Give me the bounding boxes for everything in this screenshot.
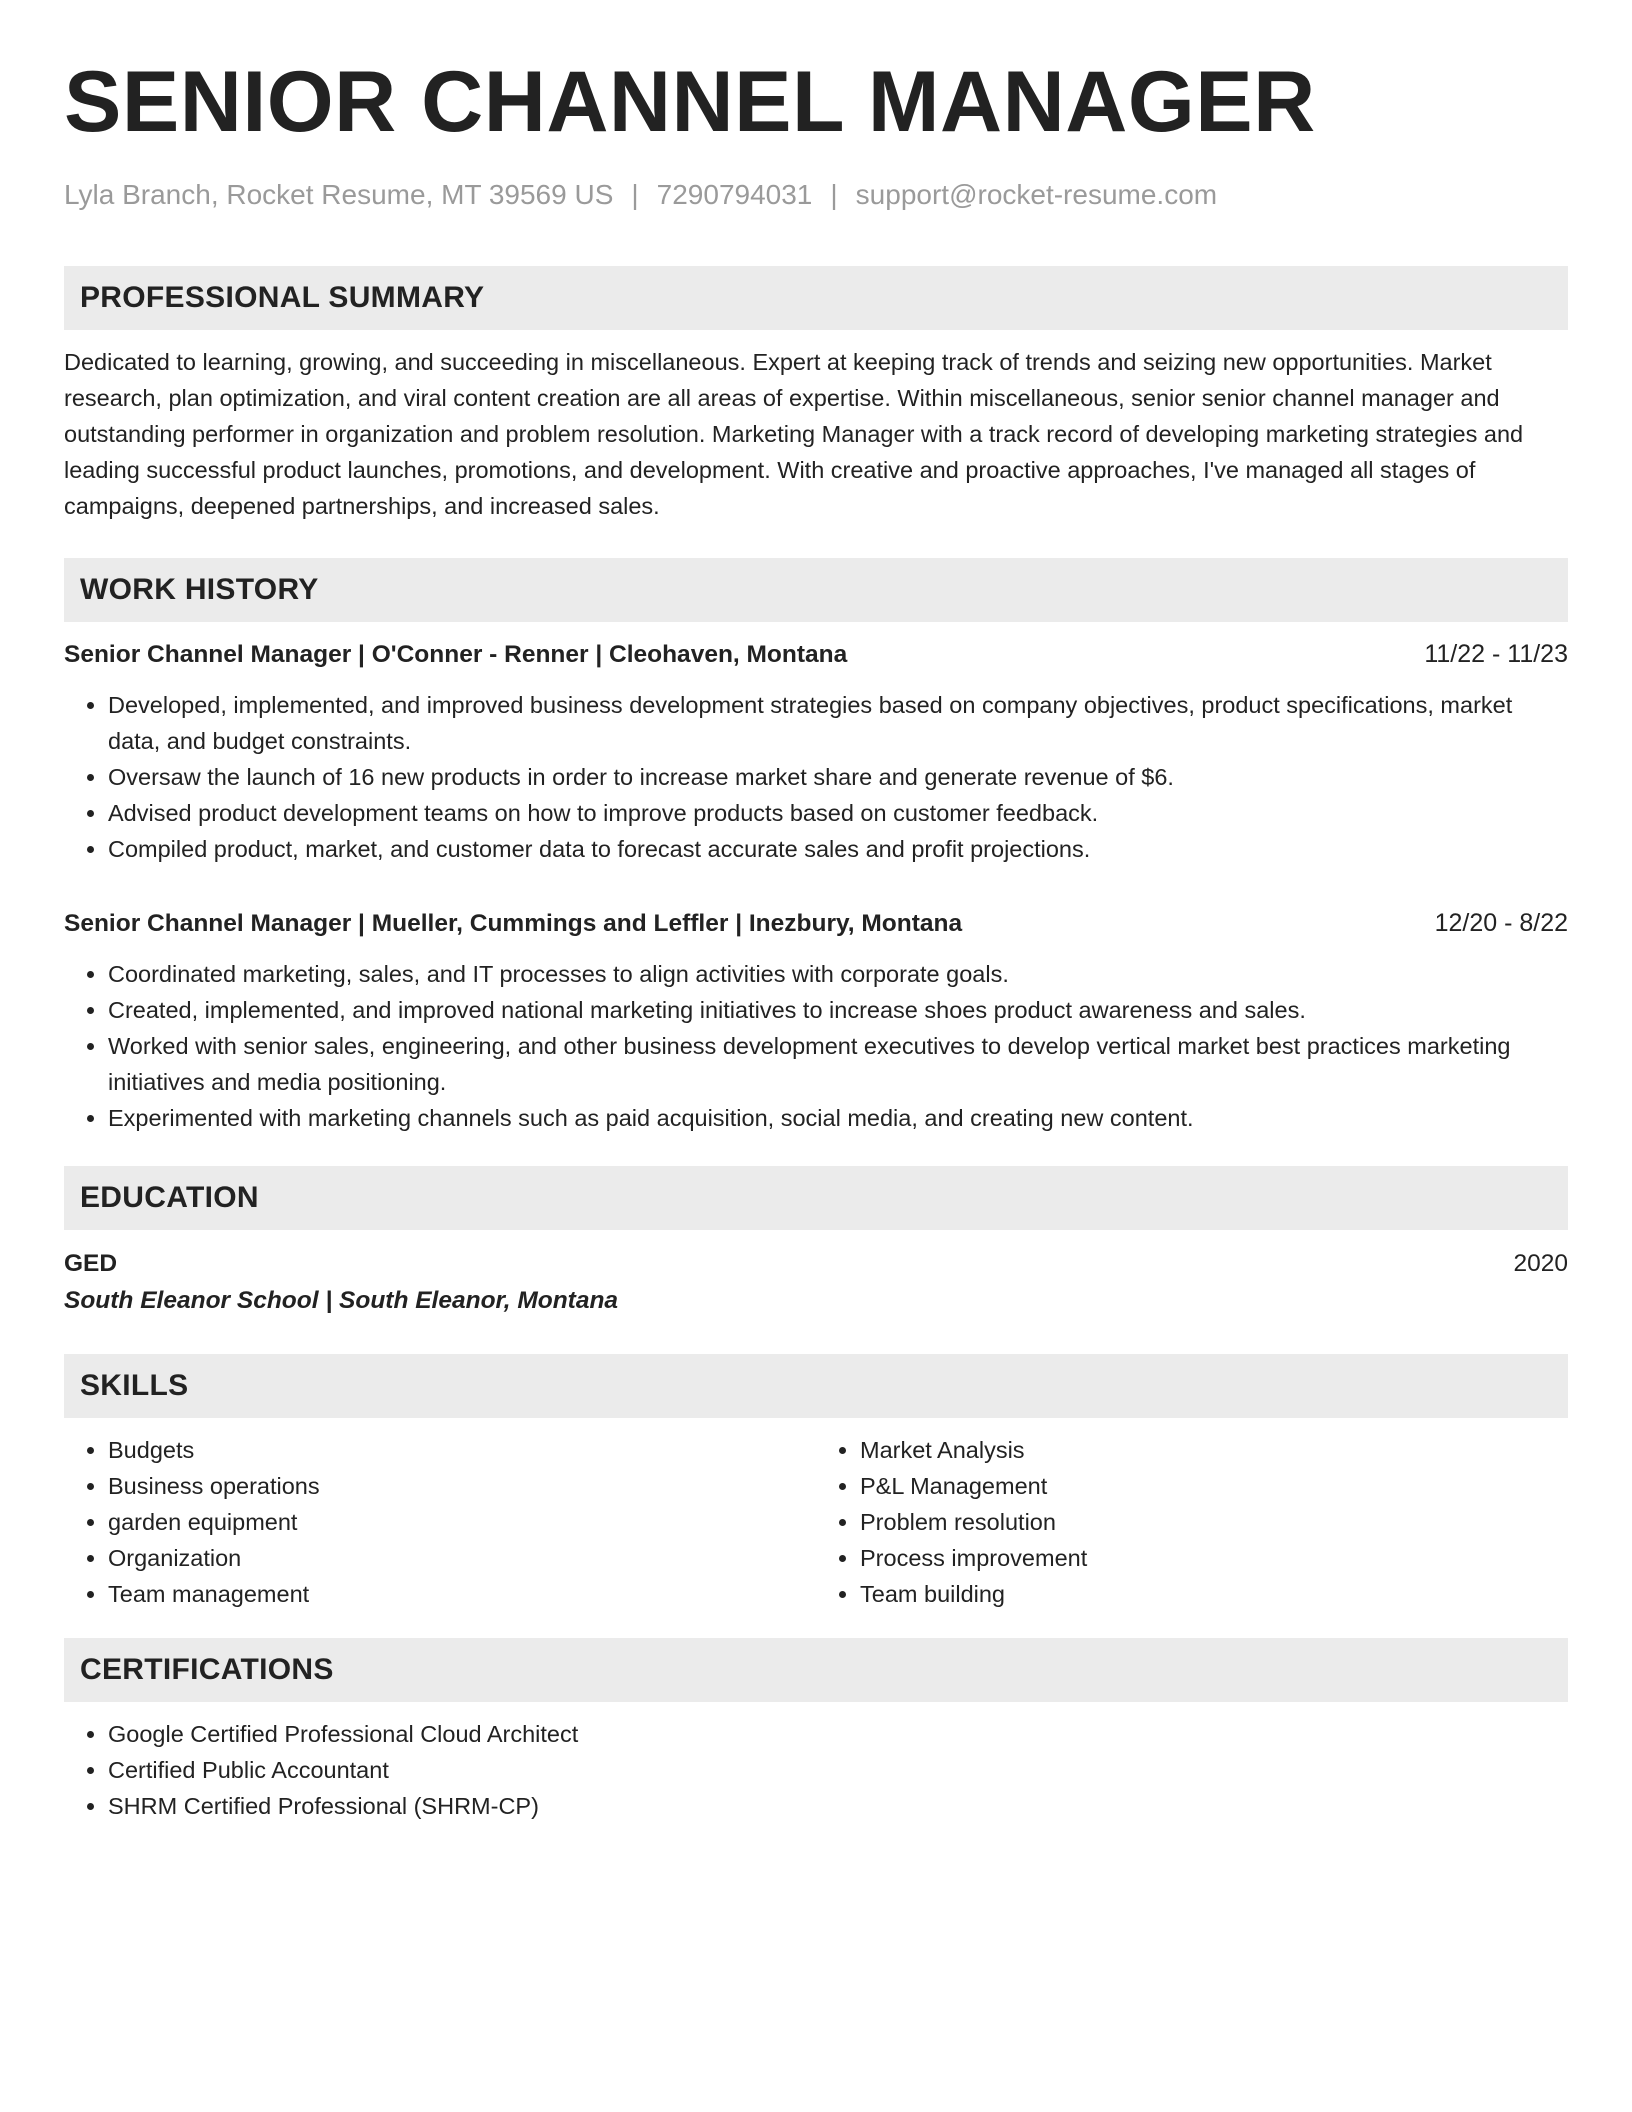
job-header [64, 636, 1568, 673]
skill-item: • Business operations [108, 1468, 816, 1504]
contact-separator: | [830, 179, 838, 210]
job-title: Senior Channel Manager | Mueller, Cummings and Leffler | Inezbury, Montana [64, 910, 963, 937]
job-bullets [64, 687, 1568, 867]
section-heading-certifications: CERTIFICATIONS [64, 1638, 1568, 1702]
skill-item: • Budgets [108, 1432, 816, 1468]
education-row [64, 1246, 1568, 1282]
skill-item: • Team management [108, 1576, 816, 1612]
certifications-list [64, 1716, 1568, 1824]
skill-item: • Problem resolution [860, 1504, 1568, 1540]
skills-grid [64, 1432, 1568, 1612]
skills-column-right [816, 1432, 1568, 1612]
job-bullet: • Developed, implemented, and improved business development strategies based on company objectives, product specifications, market data, and budget constraints. [108, 687, 1568, 759]
job-bullet: • Worked with senior sales, engineering, and other business development executives to develop vertical market best practices marketing initiatives and media positioning. [108, 1028, 1568, 1100]
section-heading-summary: PROFESSIONAL SUMMARY [64, 266, 1568, 330]
certification-item: • Certified Public Accountant [108, 1752, 1568, 1788]
education-degree: GED [64, 1250, 118, 1277]
job-entry [64, 636, 1568, 867]
contact-separator: | [631, 179, 639, 210]
skill-item: • Organization [108, 1540, 816, 1576]
job-dates: 12/20 - 8/22 [1434, 909, 1568, 937]
education-school: South Eleanor School | South Eleanor, Montana [64, 1287, 619, 1314]
job-header [64, 905, 1568, 942]
summary-text: Dedicated to learning, growing, and succeeding in miscellaneous. Expert at keeping track of trends and seizing new opportunities. Market research, plan optimization, and viral content creation are all areas of expertise. Within miscellaneous, senior senior channel manager and outstanding performer in organization and problem resolution. Marketing Manager with a track record of developing marketing strategies and leading successful product launches, promotions, and development. With creative and proactive approaches, I've managed all stages of campaigns, deepened partnerships, and increased sales. [64, 349, 1524, 519]
certification-item: • Google Certified Professional Cloud Architect [108, 1716, 1568, 1752]
skill-item: • Team building [860, 1576, 1568, 1612]
job-title: Senior Channel Manager | O'Conner - Renner | Cleohaven, Montana [64, 641, 848, 668]
job-bullet: • Created, implemented, and improved national marketing initiatives to increase shoes product awareness and sales. [108, 992, 1568, 1028]
contact-phone: 7290794031 [656, 179, 813, 210]
skill-item: • Market Analysis [860, 1432, 1568, 1468]
skill-item: • P&L Management [860, 1468, 1568, 1504]
section-heading-education: EDUCATION [64, 1166, 1568, 1230]
section-heading-work-history: WORK HISTORY [64, 558, 1568, 622]
job-bullet: • Advised product development teams on how to improve products based on customer feedback. [108, 795, 1568, 831]
section-heading-skills: SKILLS [64, 1354, 1568, 1418]
skill-item: • garden equipment [108, 1504, 816, 1540]
job-entry [64, 905, 1568, 1136]
job-bullets [64, 956, 1568, 1136]
contact-email: support@rocket-resume.com [855, 179, 1218, 210]
education-year: 2020 [1513, 1250, 1568, 1277]
resume-title: SENIOR CHANNEL MANAGER [64, 54, 1316, 150]
job-bullet: • Oversaw the launch of 16 new products in order to increase market share and generate revenue of $6. [108, 759, 1568, 795]
contact-address: Lyla Branch, Rocket Resume, MT 39569 US [64, 179, 614, 210]
skills-column-left [64, 1432, 816, 1612]
job-bullet: • Compiled product, market, and customer data to forecast accurate sales and profit projections. [108, 831, 1568, 867]
contact-line [64, 176, 1568, 214]
job-bullet: • Coordinated marketing, sales, and IT processes to align activities with corporate goals. [108, 956, 1568, 992]
job-bullet: • Experimented with marketing channels such as paid acquisition, social media, and creating new content. [108, 1100, 1568, 1136]
certification-item: • SHRM Certified Professional (SHRM-CP) [108, 1788, 1568, 1824]
skill-item: • Process improvement [860, 1540, 1568, 1576]
job-dates: 11/22 - 11/23 [1424, 640, 1568, 668]
